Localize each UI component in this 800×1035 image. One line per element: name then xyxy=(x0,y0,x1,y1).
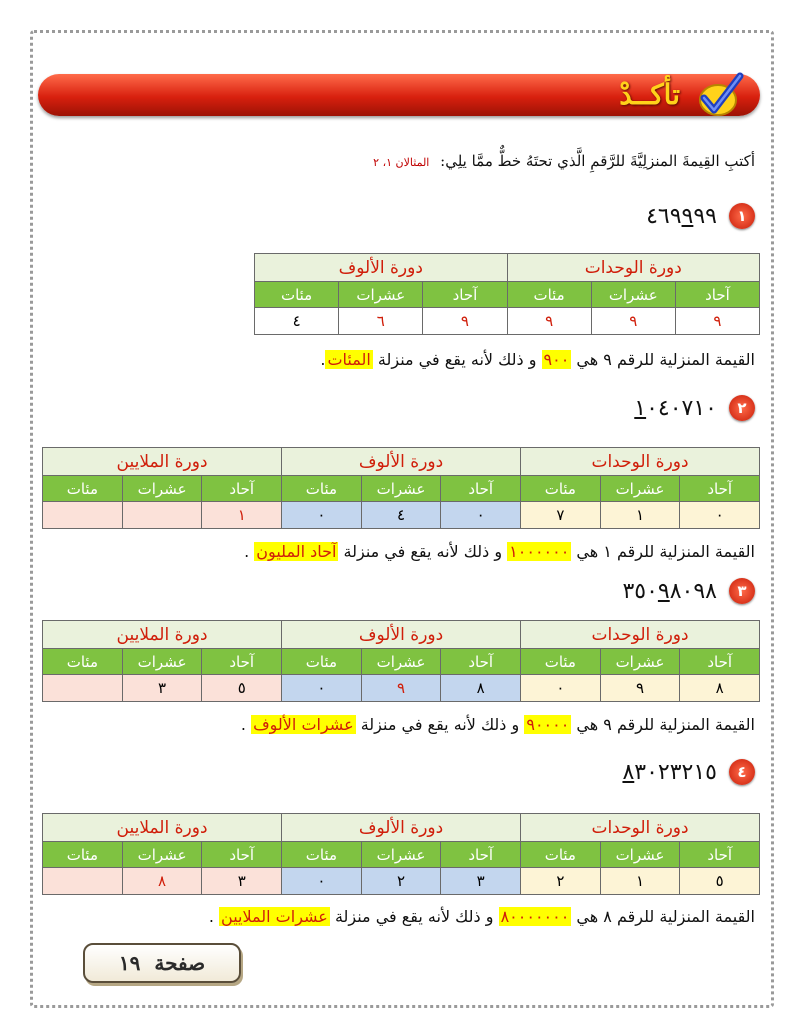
place-header: آحاد xyxy=(441,476,521,502)
group-header: دورة الألوف xyxy=(255,254,508,282)
question-1 xyxy=(646,203,755,229)
group-header: دورة الوحدات xyxy=(521,448,760,476)
place-header: عشرات xyxy=(600,649,680,675)
group-header: دورة الألوف xyxy=(282,814,521,842)
answer-value: ٨٠٠٠٠٠٠٠ xyxy=(500,907,570,926)
place-header: آحاد xyxy=(675,282,759,308)
question-value: ٨٣٠٢٣٢١٥ xyxy=(622,759,717,785)
place-header: مئات xyxy=(507,282,591,308)
group-header: دورة الألوف xyxy=(282,621,521,649)
digit-cell: ٠ xyxy=(680,502,760,529)
place-header: عشرات xyxy=(339,282,423,308)
digit-cell: ٩ xyxy=(600,675,680,702)
digit-cell xyxy=(43,868,123,895)
digit-cell: ٧ xyxy=(521,502,601,529)
digit-cell: ٣ xyxy=(122,675,202,702)
digit-cell: ٣ xyxy=(441,868,521,895)
place-header: مئات xyxy=(43,476,123,502)
group-header: دورة الوحدات xyxy=(521,814,760,842)
place-header: عشرات xyxy=(122,842,202,868)
digit-cell xyxy=(122,502,202,529)
answer-line-1: القيمة المنزلية للرقم ٩ هي ٩٠٠ و ذلك لأنه يقع في منزلة المئات. xyxy=(320,350,755,369)
section-banner xyxy=(38,74,760,116)
digit-cell: ٥ xyxy=(202,675,282,702)
instruction-text: أكتبِ القِيمةَ المنزلِيَّةَ للرَّقمِ الَّذي تحتَهُ خطٌّ ممَّا يلِي: xyxy=(440,152,755,170)
answer-value: ١٠٠٠٠٠٠ xyxy=(509,542,570,561)
answer-value: ٩٠٠ xyxy=(543,350,570,369)
question-2 xyxy=(634,395,755,421)
digit-cell: ٦ xyxy=(339,308,423,335)
place-header: آحاد xyxy=(680,476,760,502)
place-header: عشرات xyxy=(591,282,675,308)
place-header: آحاد xyxy=(202,476,282,502)
place-header: مئات xyxy=(282,842,362,868)
instruction xyxy=(373,152,755,170)
digit-cell: ٠ xyxy=(441,502,521,529)
answer-place: آحاد المليون xyxy=(256,542,337,561)
answer-place: عشرات الألوف xyxy=(253,715,354,734)
digit-cell: ٩ xyxy=(507,308,591,335)
digit-cell: ٠ xyxy=(521,675,601,702)
question-number: ١ xyxy=(729,203,755,229)
digit-cell: ٩ xyxy=(675,308,759,335)
group-header: دورة الألوف xyxy=(282,448,521,476)
group-header: دورة الوحدات xyxy=(507,254,759,282)
place-value-table-3 xyxy=(42,620,760,702)
digit-cell: ١ xyxy=(600,868,680,895)
place-header: آحاد xyxy=(680,842,760,868)
place-header: عشرات xyxy=(361,842,441,868)
place-header: آحاد xyxy=(423,282,507,308)
digit-cell: ٠ xyxy=(282,502,362,529)
answer-place: المئات xyxy=(327,350,371,369)
place-header: عشرات xyxy=(122,649,202,675)
checkmark-icon xyxy=(694,72,746,118)
question-value: ٣٥٠٩٨٠٩٨ xyxy=(622,578,717,604)
digit-cell: ٢ xyxy=(361,868,441,895)
digit-cell xyxy=(43,502,123,529)
question-value: ٤٦٩٩٩٩ xyxy=(646,203,717,229)
answer-place: عشرات الملايين xyxy=(221,907,328,926)
place-header: مئات xyxy=(521,842,601,868)
question-number: ٣ xyxy=(729,578,755,604)
digit-cell xyxy=(43,675,123,702)
digit-cell: ٩ xyxy=(591,308,675,335)
place-header: مئات xyxy=(255,282,339,308)
page-label: صفحة xyxy=(154,951,206,975)
place-header: مئات xyxy=(43,842,123,868)
digit-cell: ٨ xyxy=(680,675,760,702)
place-header: آحاد xyxy=(441,842,521,868)
place-header: مئات xyxy=(43,649,123,675)
group-header: دورة الوحدات xyxy=(521,621,760,649)
place-header: آحاد xyxy=(202,649,282,675)
digit-cell: ١ xyxy=(600,502,680,529)
question-number: ٤ xyxy=(729,759,755,785)
instruction-reference: المثالان ١، ٢ xyxy=(373,156,430,169)
digit-cell: ٩ xyxy=(423,308,507,335)
place-header: عشرات xyxy=(361,649,441,675)
place-header: مئات xyxy=(521,476,601,502)
question-3 xyxy=(622,578,755,604)
place-value-table-2 xyxy=(42,447,760,529)
place-header: آحاد xyxy=(441,649,521,675)
digit-cell: ٥ xyxy=(680,868,760,895)
question-number: ٢ xyxy=(729,395,755,421)
answer-line-4: القيمة المنزلية للرقم ٨ هي ٨٠٠٠٠٠٠٠ و ذلك لأنه يقع في منزلة عشرات الملايين . xyxy=(208,907,755,926)
place-header: عشرات xyxy=(361,476,441,502)
page-number-badge xyxy=(83,943,241,983)
place-header: آحاد xyxy=(202,842,282,868)
digit-cell: ٤ xyxy=(255,308,339,335)
place-header: مئات xyxy=(521,649,601,675)
place-header: آحاد xyxy=(680,649,760,675)
digit-cell: ٣ xyxy=(202,868,282,895)
answer-value: ٩٠٠٠٠ xyxy=(526,715,570,734)
place-header: عشرات xyxy=(600,842,680,868)
place-value-table-4 xyxy=(42,813,760,895)
banner-title: تأكــدْ xyxy=(619,78,680,111)
group-header: دورة الملايين xyxy=(43,814,282,842)
group-header: دورة الملايين xyxy=(43,448,282,476)
place-value-table-1 xyxy=(254,253,760,335)
digit-cell: ٠ xyxy=(282,868,362,895)
answer-line-2: القيمة المنزلية للرقم ١ هي ١٠٠٠٠٠٠ و ذلك لأنه يقع في منزلة آحاد المليون . xyxy=(244,542,755,561)
digit-cell: ٠ xyxy=(282,675,362,702)
digit-cell: ٤ xyxy=(361,502,441,529)
page-number: ١٩ xyxy=(118,951,141,975)
group-header: دورة الملايين xyxy=(43,621,282,649)
place-header: مئات xyxy=(282,649,362,675)
place-header: عشرات xyxy=(600,476,680,502)
place-header: مئات xyxy=(282,476,362,502)
digit-cell: ١ xyxy=(202,502,282,529)
question-4 xyxy=(622,759,755,785)
digit-cell: ٨ xyxy=(122,868,202,895)
answer-line-3: القيمة المنزلية للرقم ٩ هي ٩٠٠٠٠ و ذلك لأنه يقع في منزلة عشرات الألوف . xyxy=(240,715,755,734)
digit-cell: ٨ xyxy=(441,675,521,702)
place-header: عشرات xyxy=(122,476,202,502)
digit-cell: ٢ xyxy=(521,868,601,895)
digit-cell: ٩ xyxy=(361,675,441,702)
question-value: ١٠٤٠٧١٠ xyxy=(634,395,717,421)
